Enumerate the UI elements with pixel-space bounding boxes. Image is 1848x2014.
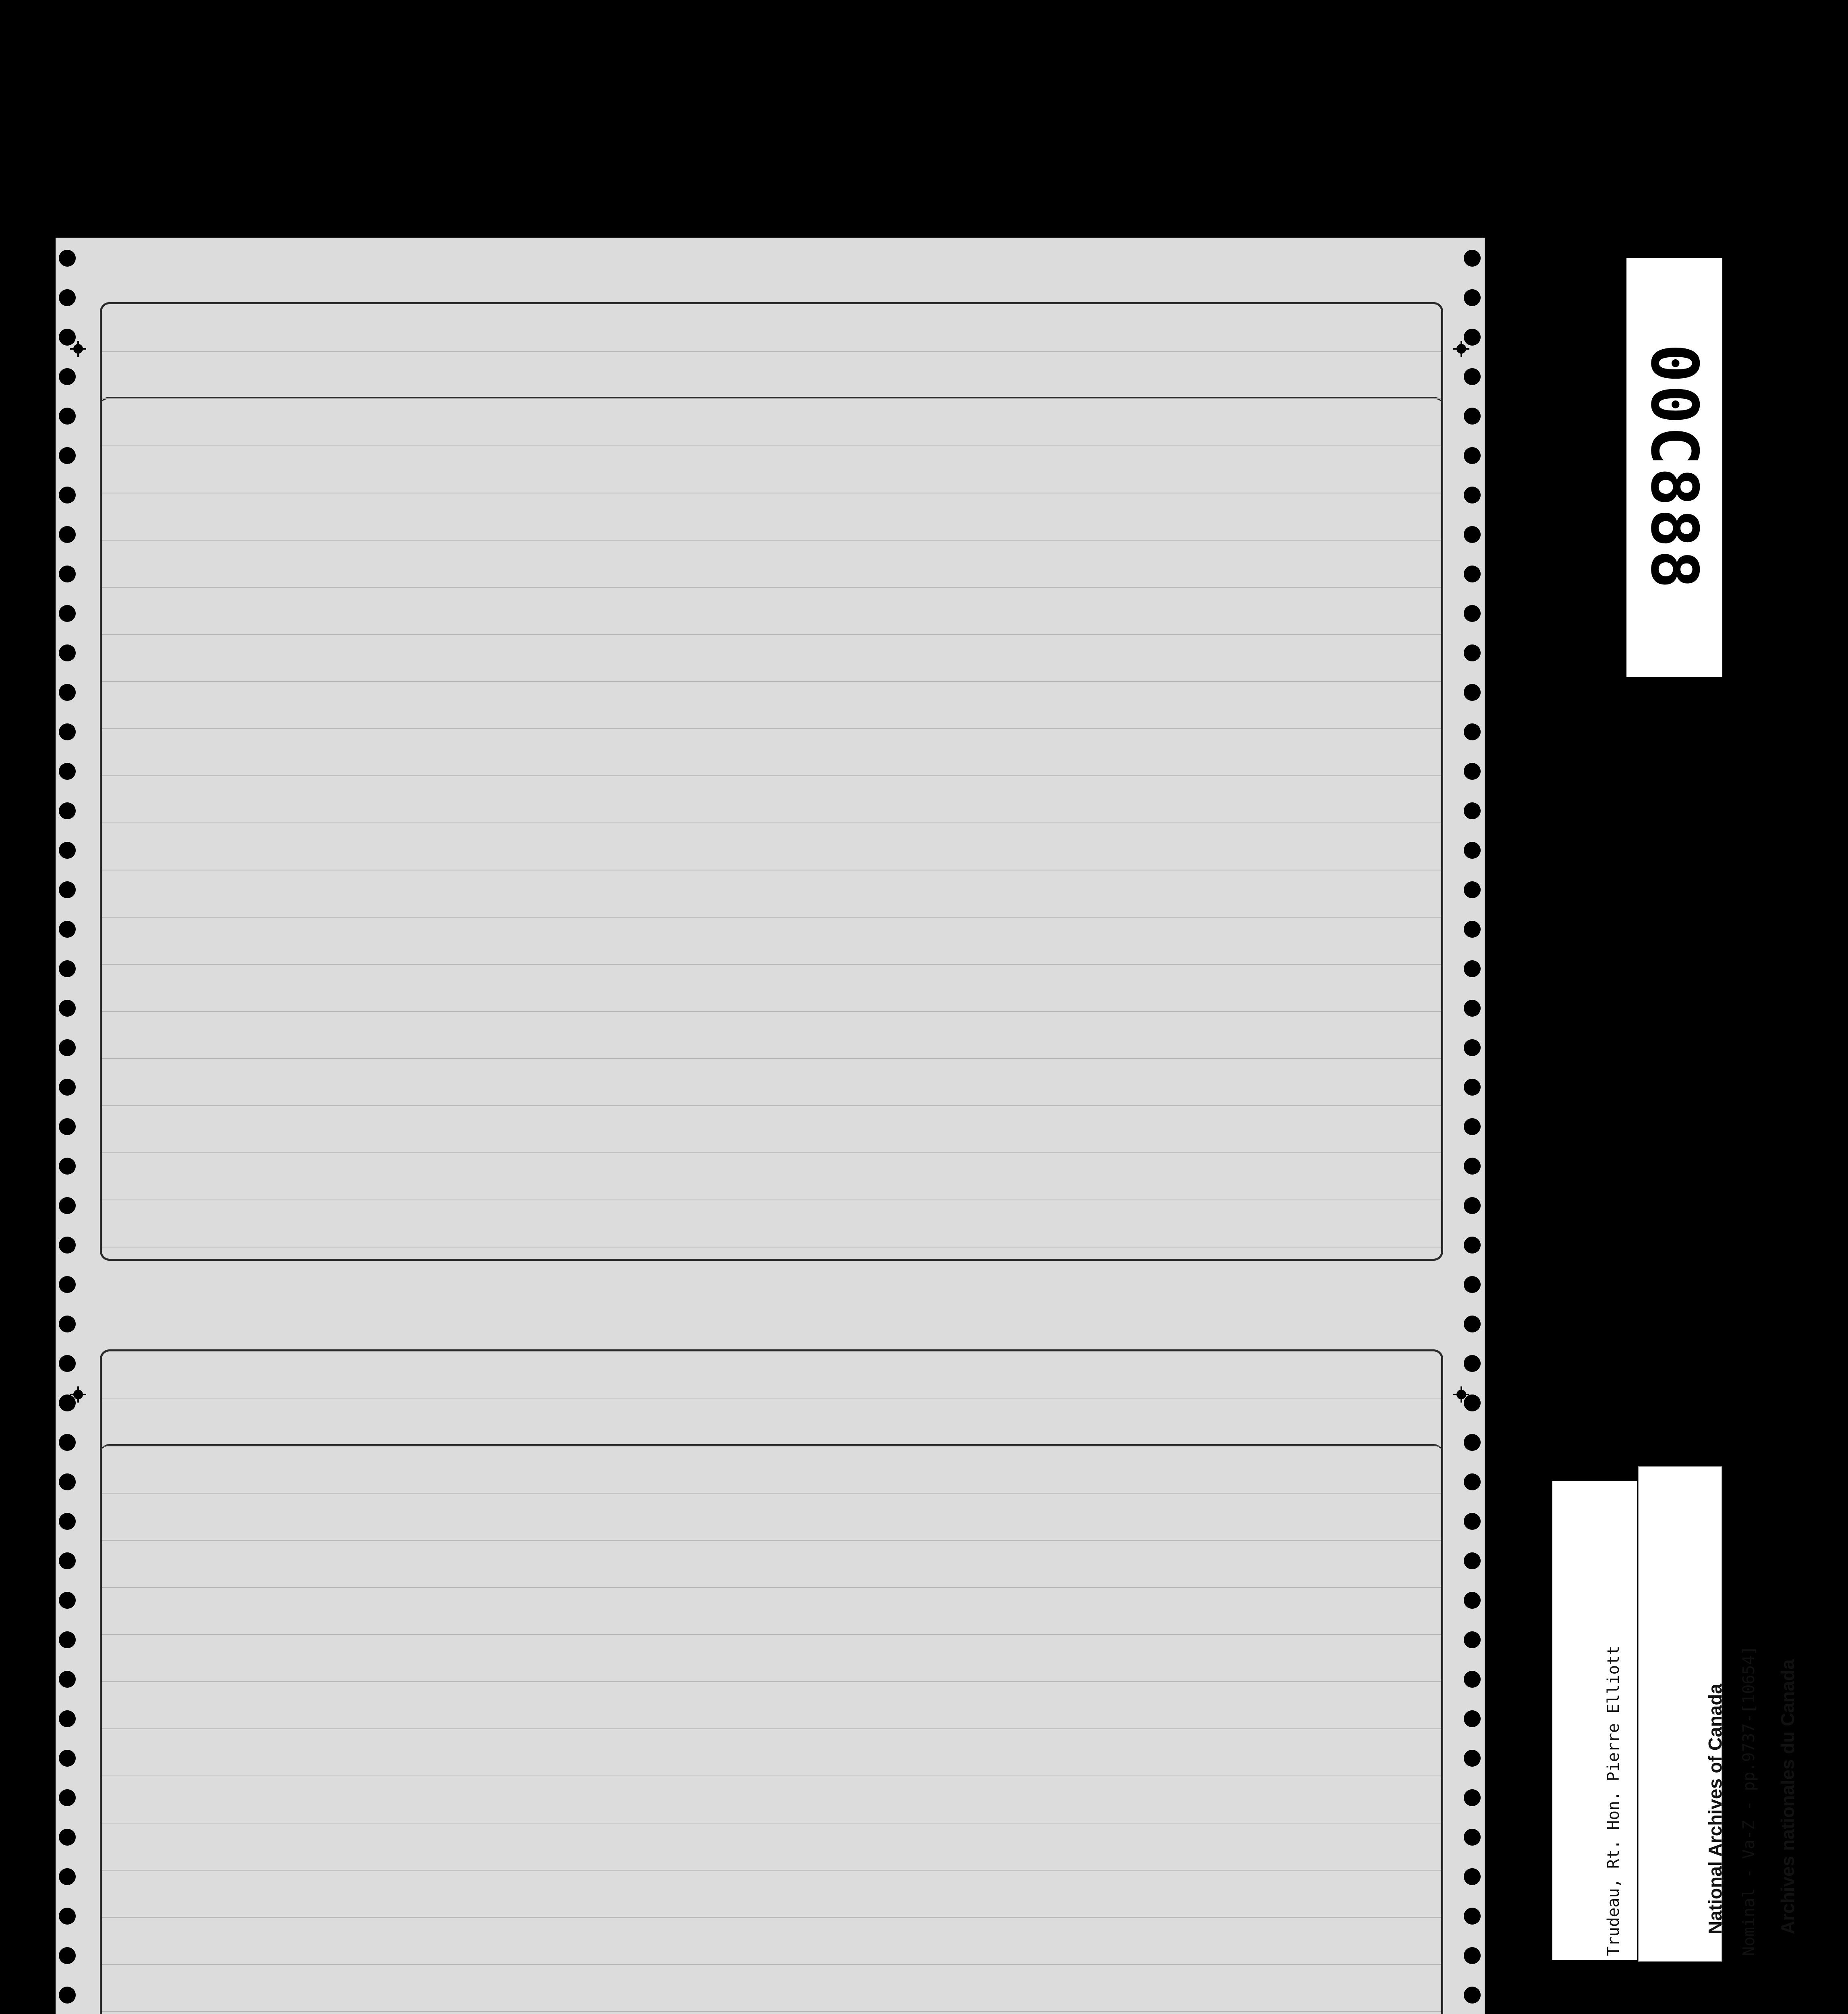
tractor-hole [59, 1355, 76, 1372]
tractor-hole [1464, 1197, 1481, 1214]
tractor-hole [59, 684, 76, 701]
form-ruling-line [102, 728, 1441, 729]
tractor-hole [1464, 487, 1481, 504]
tractor-hole [59, 566, 76, 582]
tractor-hole [59, 487, 76, 504]
form-header-divider [100, 397, 1443, 415]
form-ruling-line [102, 1681, 1441, 1682]
tractor-hole [1464, 408, 1481, 425]
tractor-hole [1464, 1552, 1481, 1569]
tractor-hole [1464, 1789, 1481, 1806]
form-ruling-line [102, 2011, 1441, 2012]
left-tractor-holes [56, 238, 80, 2014]
form-ruling-line [102, 1587, 1441, 1588]
label-line-3: Nominal - Va-Z - pp.9737-[10654] [1740, 1645, 1758, 1956]
tractor-hole [1464, 1592, 1481, 1609]
tractor-hole [1464, 1355, 1481, 1372]
registration-mark-icon [1453, 1386, 1469, 1403]
tractor-hole [1464, 1118, 1481, 1135]
tractor-hole [1464, 1710, 1481, 1727]
archive-number-stamp [1626, 258, 1722, 677]
tractor-hole [1464, 723, 1481, 740]
tractor-hole [1464, 960, 1481, 977]
tractor-hole [1464, 842, 1481, 859]
tractor-hole [59, 1000, 76, 1017]
form-ruling-line [102, 398, 1441, 399]
tractor-hole [59, 1789, 76, 1806]
form-ruling-line [102, 587, 1441, 588]
tractor-hole [59, 1276, 76, 1293]
tractor-hole [1464, 447, 1481, 464]
tractor-hole [1464, 1039, 1481, 1056]
form-ruling-line [102, 917, 1441, 918]
tractor-hole [59, 1513, 76, 1530]
form-header-divider [100, 1444, 1443, 1462]
form-ruling-line [102, 540, 1441, 541]
form-ruling-line [102, 1011, 1441, 1012]
tractor-hole [59, 1908, 76, 1925]
tractor-hole [1464, 684, 1481, 701]
tractor-hole [1464, 289, 1481, 306]
tractor-hole [59, 1118, 76, 1135]
form-ruling-line [102, 1964, 1441, 1965]
form-ruling-line [102, 351, 1441, 352]
tractor-hole [1464, 1671, 1481, 1688]
tractor-hole [1464, 1473, 1481, 1490]
tractor-hole [1464, 1316, 1481, 1332]
right-tractor-holes [1461, 238, 1485, 2014]
tractor-hole [1464, 566, 1481, 582]
form-ruling-line [102, 445, 1441, 446]
tractor-hole [59, 368, 76, 385]
form-ruling-line [102, 775, 1441, 776]
tractor-hole [59, 1987, 76, 2004]
tractor-hole [59, 447, 76, 464]
tractor-hole [1464, 368, 1481, 385]
tractor-hole [1464, 1750, 1481, 1767]
form-ruling-line [102, 1152, 1441, 1153]
stamp-number: 00C888 [1637, 344, 1712, 591]
form-ruling-line [102, 1728, 1441, 1729]
tractor-hole [59, 526, 76, 543]
label-line-1: Trudeau, Rt. Hon. Pierre Elliott [1604, 1645, 1623, 1956]
tractor-hole [1464, 921, 1481, 938]
registration-mark-icon [1453, 341, 1469, 357]
tractor-hole [59, 605, 76, 622]
tractor-hole [59, 1710, 76, 1727]
tractor-hole [1464, 881, 1481, 898]
tractor-hole [59, 408, 76, 425]
tractor-hole [59, 1434, 76, 1451]
tractor-hole [1464, 644, 1481, 661]
computer-printout-sheet [56, 238, 1485, 2014]
printout-form-1 [100, 302, 1443, 1261]
tractor-hole [59, 1473, 76, 1490]
form-ruling-line [102, 1634, 1441, 1635]
tractor-hole [59, 881, 76, 898]
tractor-hole [59, 1868, 76, 1885]
tractor-hole [59, 250, 76, 267]
tractor-hole [59, 1750, 76, 1767]
tractor-hole [1464, 1987, 1481, 2004]
archive-name-fr: Archives nationales du Canada [1777, 1659, 1798, 1934]
tractor-hole [59, 802, 76, 819]
tractor-hole [1464, 1000, 1481, 1017]
tractor-hole [59, 1671, 76, 1688]
tractor-hole [1464, 802, 1481, 819]
form-ruling-line [102, 1540, 1441, 1541]
tractor-hole [59, 1947, 76, 1964]
form-ruling-line [102, 681, 1441, 682]
tractor-hole [59, 1039, 76, 1056]
tractor-hole [59, 921, 76, 938]
tractor-hole [1464, 1947, 1481, 1964]
tractor-hole [59, 842, 76, 859]
tractor-hole [59, 723, 76, 740]
tractor-hole [1464, 605, 1481, 622]
tractor-hole [1464, 763, 1481, 780]
tractor-hole [1464, 526, 1481, 543]
tractor-hole [59, 1237, 76, 1254]
tractor-hole [59, 1552, 76, 1569]
tractor-hole [59, 763, 76, 780]
tractor-hole [59, 960, 76, 977]
tractor-hole [1464, 1829, 1481, 1846]
archive-name-en: National Archives of Canada [1705, 1683, 1726, 1934]
tractor-hole [1464, 1513, 1481, 1530]
tractor-hole [59, 1079, 76, 1096]
tractor-hole [59, 1158, 76, 1175]
form-ruling-line [102, 1917, 1441, 1918]
tractor-hole [59, 1829, 76, 1846]
form-ruling-line [102, 1870, 1441, 1871]
tractor-hole [1464, 1079, 1481, 1096]
tractor-hole [1464, 250, 1481, 267]
tractor-hole [1464, 1434, 1481, 1451]
archive-label-text [1655, 1659, 1848, 1934]
form-ruling-line [102, 964, 1441, 965]
tractor-hole [59, 1316, 76, 1332]
tractor-hole [59, 1197, 76, 1214]
form-ruling-line [102, 1105, 1441, 1106]
tractor-hole [1464, 1237, 1481, 1254]
form-ruling-line [102, 634, 1441, 635]
form-ruling-line [102, 1493, 1441, 1494]
tractor-hole [1464, 1868, 1481, 1885]
tractor-hole [59, 1592, 76, 1609]
tractor-hole [1464, 1908, 1481, 1925]
form-ruling-line [102, 1058, 1441, 1059]
tractor-hole [59, 1631, 76, 1648]
registration-mark-icon [70, 1386, 86, 1403]
registration-mark-icon [70, 341, 86, 357]
tractor-hole [1464, 1631, 1481, 1648]
printout-form-2 [100, 1349, 1443, 2014]
tractor-hole [1464, 1276, 1481, 1293]
tractor-hole [59, 289, 76, 306]
tractor-hole [59, 644, 76, 661]
tractor-hole [1464, 1158, 1481, 1175]
